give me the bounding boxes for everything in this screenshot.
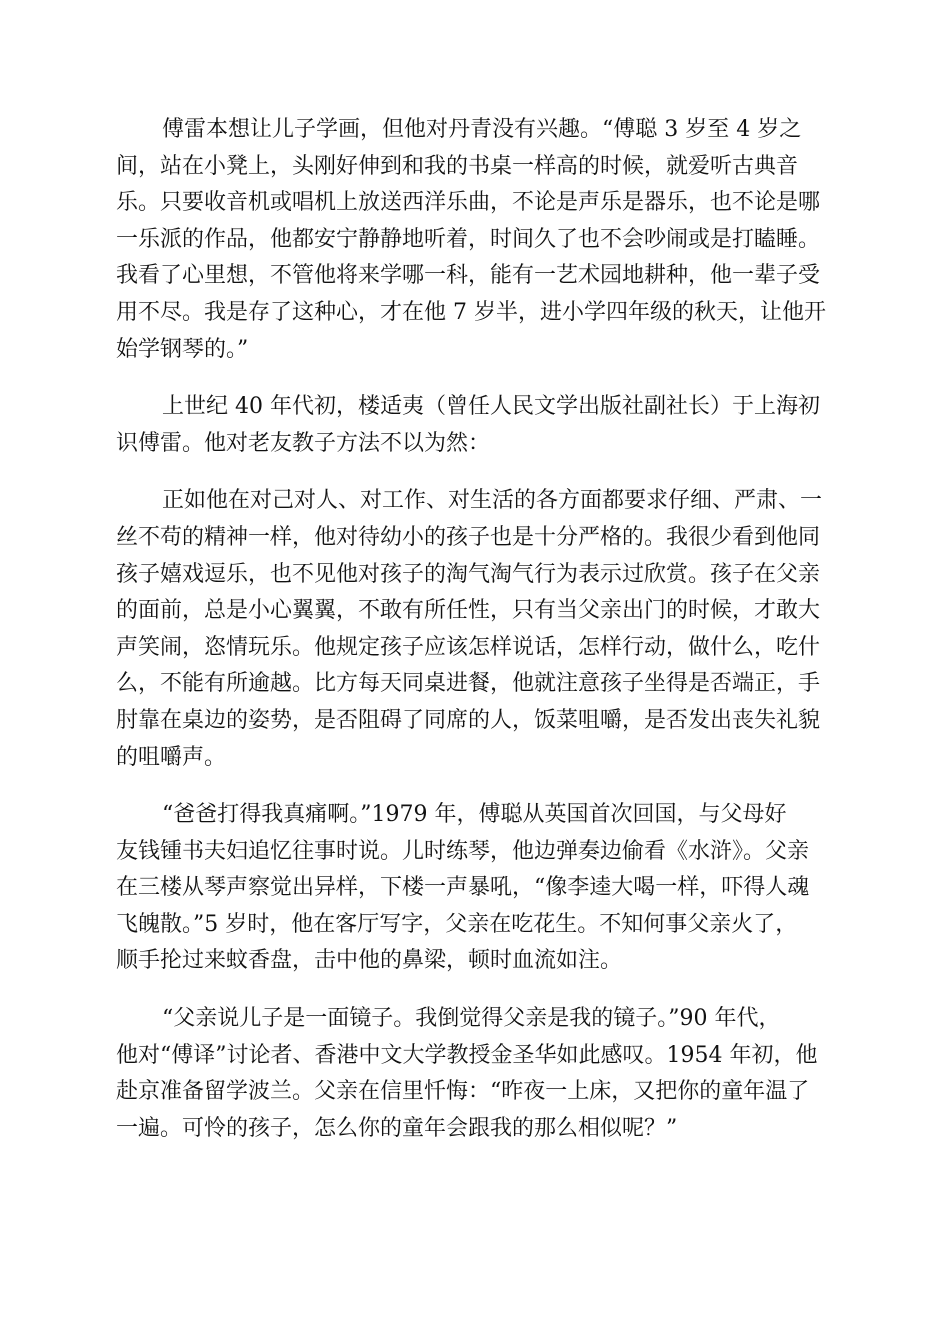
paragraph-2: 上世纪 40 年代初，楼适夷（曾任人民文学出版社副社长）于上海初 识傅雷。他对老友教子方法不以为然： [116, 394, 820, 456]
paragraph-3: 正如他在对己对人、对工作、对生活的各方面都要求仔细、严肃、一 丝不苟的精神一样，他对待幼小的孩子也是十分严格的。我很少看到他同 孩子嬉戏逗乐，也不见他对孩子的淘气淘气行为表示过欣赏。孩子在父亲 的面前，总是小心翼翼，不敢有所任性，只有当父亲出门的时候，才敢大 声笑闹，恣情玩乐。他规定孩子应该怎样说话，怎样行动，做什么，吃什 么，不能有所逾越。比方每天同桌进餐，他就注意孩子坐得是否端正，手 肘靠在桌边的姿势，是否阻碍了同席的人，饭菜咀嚼，是否发出丧失礼貌 的咀嚼声。 [116, 488, 823, 770]
paragraph-1: 傅雷本想让儿子学画，但他对丹青没有兴趣。“傅聪 3 岁至 4 岁之 间，站在小凳上，头刚好伸到和我的书桌一样高的时候，就爱听古典音 乐。只要收音机或唱机上放送西洋乐曲，不论是声乐是器乐，也不论是哪 一乐派的作品，他都安宁静静地听着，时间久了也不会吵闹或是打瞌睡。 我看了心里想，不管他将来学哪一科，能有一艺术园地耕种，他一辈子受 用不尽。我是存了这种心，才在他 7 岁半，进小学四年级的秋天，让他开 始学钢琴的。” [116, 117, 826, 362]
paragraph-5: “父亲说儿子是一面镜子。我倒觉得父亲是我的镜子。”90 年代， 他对“傅译”讨论者、香港中文大学教授金圣华如此感叹。1954 年初，他 赴京准备留学波兰。父亲在信里忏悔：“昨夜一上床，又把你的童年温了 一遍。可怜的孩子，怎么你的童年会跟我的那么相似呢？” [116, 1006, 818, 1141]
body-text [116, 112, 834, 1168]
paragraph-4: “爸爸打得我真痛啊。”1979 年，傅聪从英国首次回国，与父母好 友钱锺书夫妇追忆往事时说。儿时练琴，他边弹奏边偷看《水浒》。父亲 在三楼从琴声察觉出异样，下楼一声暴吼，“像李逵大喝一样，吓得人魂 飞魄散。”5 岁时，他在客厅写字，父亲在吃花生。不知何事父亲火了， 顺手抡过来蚊香盘，击中他的鼻梁，顿时血流如注。 [116, 802, 810, 974]
